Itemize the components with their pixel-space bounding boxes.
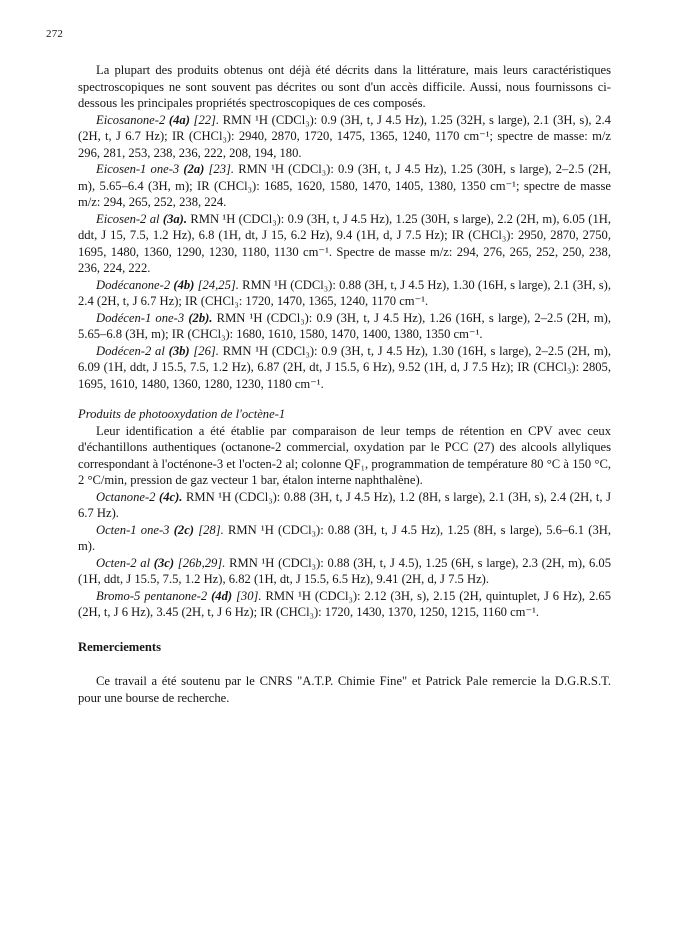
compound-data: RMN ¹H (CDCl₃): 0.9 (3H, t, J 4.5 Hz), 1.30 (16H, s large), 2–2.5 (2H, m), 6.09 (1H, ddt, J 15.5, 7.5, 1.2 Hz), 6.87 (2H, dt, J 15.5, 6 Hz), 9.52 (1H, d, J 7.5 Hz); IR (CHCl₃): 2805, 1695, 1610, 1480, 1360, 1280, 1230, 1180 cm⁻¹. [78,343,612,391]
compound-entry [78,489,611,522]
compound-name: Eicosen-2 al [96,211,160,226]
compound-data: RMN ¹H (CDCl₃): 0.9 (3H, t, J 4.5 Hz), 1.25 (32H, s large), 2.1 (3H, s), 2.4 (2H, t, J 6.7 Hz); IR (CHCl₃): 2940, 2870, 1720, 1475, 1365, 1240, 1170 cm⁻¹; spectre de masse: m/z 296, 281, 253, 238, 236, 222, 208, 194, 180. [78,112,611,160]
compound-number: (4b) [173,277,195,292]
compound-name: Dodécen-2 al [96,343,165,358]
compound-entry [78,343,611,393]
compound-number: (2a) [183,162,205,176]
compound-data: RMN ¹H (CDCl₃): 0.88 (3H, t, J 4.5 Hz), 1.25 (8H, s large), 5.6–6.1 (3H, m). [78,522,611,553]
compound-entry [78,310,611,343]
compound-ref: [30]. [236,588,262,603]
compound-number: (4c). [159,489,183,504]
compound-data: RMN ¹H (CDCl₃): 0.9 (3H, t, J 4.5 Hz), 1.25 (30H, s large), 2–2.5 (2H, m), 5.65–6.4 (3H, m); IR (CHCl₃): 1685, 1620, 1580, 1470, 1405, 1380, 1350 cm⁻¹; spectre de masse m/z: 294, 265, 252, 238, 224. [78,162,611,209]
compound-number: (2c) [173,522,194,537]
compound-name: Dodécen-1 one-3 [96,310,185,325]
section-title: Produits de photooxydation de l'octène-1 [78,407,286,421]
compound-number: (2b). [188,310,213,325]
compound-data: RMN ¹H (CDCl₃): 0.88 (3H, t, J 4.5), 1.25 (6H, s large), 2.3 (2H, m), 6.05 (1H, ddt, J 15.5, 7.5, 1.2 Hz), 6.82 (1H, dt, J 15.5, 6.5 Hz), 9.41 (2H, d, J 7.5 Hz). [78,555,611,586]
compound-entry [78,211,611,277]
section-intro: Leur identification a été établie par comparaison de leur temps de rétention en CPV avec ceux d'échantillons authentiques (octanone-2 commercial, oxydation par le PCC (27) des alcools allyliques correspondant à l'octénone-3 et l'octen-2 al; colonne QF₁, programmation de température 80 °C à 150 °C, 2 °C/min, pression de gaz vecteur 1 bar, étalon interne naphthalène). [78,423,611,487]
compound-ref: [22]. [193,112,220,127]
intro-paragraph: La plupart des produits obtenus ont déjà été décrits dans la littérature, mais leurs caractéristiques spectroscopiques ne sont souvent pas décrites ou sont d'un accès difficile. Aussi, nous fournissons ci-dessous les principales propriétés spectroscopiques de ces composés. [78,63,611,110]
compound-data: RMN ¹H (CDCl₃): 0.88 (3H, t, J 4.5 Hz), 1.30 (16H, s large), 2.1 (3H, s), 2.4 (2H, t, J 6.7 Hz); IR (CHCl₃: 1720, 1470, 1365, 1240, 1170 cm⁻¹. [78,277,612,308]
body-text [78,62,611,706]
compound-number: (3a). [162,211,188,226]
compound-entry [78,555,611,588]
compound-number: (4a) [168,112,190,127]
compound-name: Octen-1 one-3 [96,522,170,537]
compound-ref: [26b,29]. [177,555,226,570]
compound-data: RMN ¹H (CDCl₃): 0.9 (3H, t, J 4.5 Hz), 1.26 (16H, s large), 2–2.5 (2H, m), 5.65–6.8 (3H, m); IR (CHCl₃): 1680, 1610, 1580, 1470, 1400, 1380, 1350 cm⁻¹. [78,310,612,341]
compound-data: RMN ¹H (CDCl₃): 0.9 (3H, t, J 4.5 Hz), 1.25 (30H, s large), 2.2 (2H, m), 6.05 (1H, ddt, J 15, 7.5, 1.2 Hz), 6.8 (1H, dt, J 15, 6.2 Hz), 9.4 (1H, d, J 7.5 Hz); IR (CHCl₃): 2950, 2870, 2750, 1695, 1480, 1360, 1290, 1230, 1180, 1130 cm⁻¹. Spectre de masse m/z: 294, 276, 265, 252, 250, 238, 236, 224, 222. [78,211,611,275]
compound-name: Bromo-5 pentanone-2 [96,588,208,603]
compound-data: RMN ¹H (CDCl₃): 2.12 (3H, s), 2.15 (2H, quintuplet, J 6 Hz), 2.65 (2H, t, J 6 Hz), 3.45 (2H, t, J 6 Hz); IR (CHCl₃): 1720, 1430, 1370, 1250, 1215, 1160 cm⁻¹. [78,588,611,619]
acknowledgements-text: Ce travail a été soutenu par le CNRS "A.T.P. Chimie Fine" et Patrick Pale remercie la D.G.R.S.T. pour une bourse de recherche. [78,674,611,705]
compound-entry [78,522,611,555]
compound-ref: [26]. [193,343,219,358]
compound-entry [78,588,611,621]
page-number: 272 [46,28,64,40]
compound-name: Octen-2 al [96,555,151,570]
compound-entry [78,277,611,310]
acknowledgements-title: Remerciements [78,639,161,654]
compound-number: (3c) [153,555,175,570]
compound-name: Eicosanone-2 [96,112,166,127]
compound-name: Octanone-2 [96,489,156,504]
compound-entry [78,112,611,162]
compound-name: Dodécanone-2 [96,277,171,292]
compound-ref: [24,25]. [197,277,239,292]
compound-data: RMN ¹H (CDCl₃): 0.88 (3H, t, J 4.5 Hz), 1.2 (8H, s large), 2.1 (3H, s), 2.4 (2H, t, J 6.7 Hz). [78,489,611,520]
compound-ref: [23]. [208,162,235,176]
compound-entry [78,161,611,211]
compound-name: Eicosen-1 one-3 [96,162,180,176]
compound-ref: [28]. [198,522,224,537]
compound-number: (4d) [211,588,233,603]
compound-number: (3b) [168,343,190,358]
